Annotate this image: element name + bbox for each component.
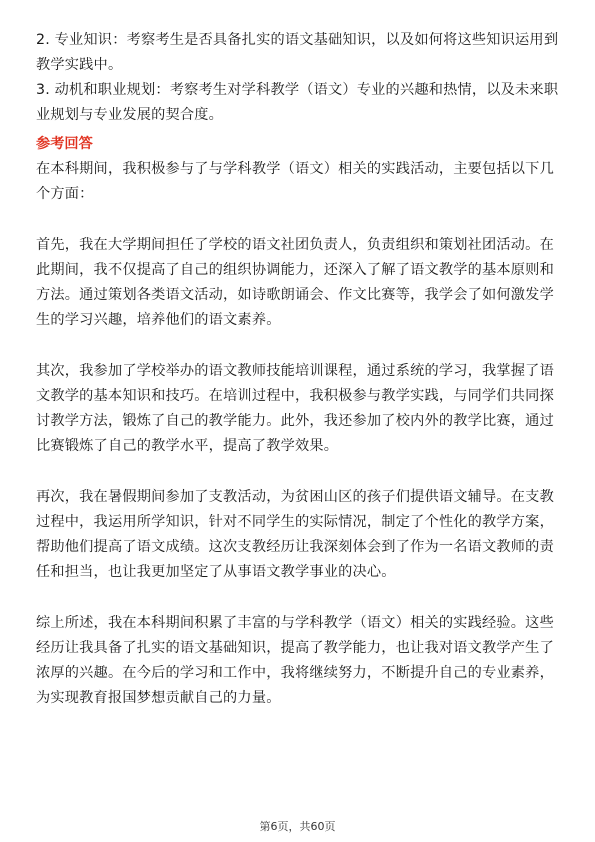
paragraph-gap [36, 585, 559, 611]
criterion-line: 教学实践中。 [36, 57, 123, 73]
intro-paragraph [36, 157, 559, 207]
document-body [36, 28, 559, 711]
paragraph-second [36, 359, 559, 459]
paragraph-third [36, 485, 559, 585]
paragraph-line: 为实现教育报国梦想贡献自己的力量。 [36, 690, 281, 706]
paragraph-line: 此期间，我不仅提高了自己的组织协调能力，还深入了解了语文教学的基本原则和 [36, 262, 554, 278]
paragraph-line: 在本科期间，我积极参与了与学科教学（语文）相关的实践活动，主要包括以下几 [36, 161, 554, 177]
paragraph-line: 比赛锻炼了自己的教学水平，提高了教学效果。 [36, 438, 339, 454]
paragraph-line: 综上所述，我在本科期间积累了丰富的与学科教学（语文）相关的实践经验。这些 [36, 615, 554, 631]
paragraph-line: 浓厚的兴趣。在今后的学习和工作中，我将继续努力，不断提升自己的专业素养， [36, 665, 554, 681]
paragraph-line: 方法。通过策划各类语文活动，如诗歌朗诵会、作文比赛等，我学会了如何激发学 [36, 287, 554, 303]
paragraph-line: 文教学的基本知识和技巧。在培训过程中，我积极参与教学实践，与同学们共同探 [36, 388, 554, 404]
criterion-3 [36, 78, 559, 128]
paragraph-conclusion [36, 611, 559, 711]
paragraph-line: 过程中，我运用所学知识，针对不同学生的实际情况，制定了个性化的教学方案， [36, 514, 554, 530]
criterion-line: 业规划与专业发展的契合度。 [36, 107, 224, 123]
paragraph-line: 再次，我在暑假期间参加了支教活动，为贫困山区的孩子们提供语文辅导。在支教 [36, 489, 554, 505]
paragraph-gap [36, 459, 559, 485]
paragraph-gap [36, 333, 559, 359]
paragraph-gap [36, 207, 559, 233]
paragraph-line: 经历让我具备了扎实的语文基础知识，提高了教学能力，也让我对语文教学产生了 [36, 640, 554, 656]
criterion-line: 2. 专业知识：考察考生是否具备扎实的语文基础知识，以及如何将这些知识运用到 [36, 32, 559, 48]
paragraph-line: 任和担当，也让我更加坚定了从事语文教学事业的决心。 [36, 564, 396, 580]
criterion-line: 3. 动机和职业规划：考察考生对学科教学（语文）专业的兴趣和热情，以及未来职 [36, 82, 559, 98]
paragraph-line: 生的学习兴趣，培养他们的语文素养。 [36, 312, 281, 328]
criterion-2 [36, 28, 559, 78]
page-number: 第6页，共60页 [259, 820, 336, 833]
paragraph-line: 首先，我在大学期间担任了学校的语文社团负责人，负责组织和策划社团活动。在 [36, 237, 554, 253]
paragraph-first [36, 233, 559, 333]
paragraph-line: 讨教学方法，锻炼了自己的教学能力。此外，我还参加了校内外的教学比赛，通过 [36, 413, 554, 429]
paragraph-line: 其次，我参加了学校举办的语文教师技能培训课程，通过系统的学习，我掌握了语 [36, 363, 554, 379]
paragraph-line: 个方面： [36, 186, 94, 202]
paragraph-line: 帮助他们提高了语文成绩。这次支教经历让我深刻体会到了作为一名语文教师的责 [36, 539, 554, 555]
answer-heading: 参考回答 [36, 136, 93, 152]
